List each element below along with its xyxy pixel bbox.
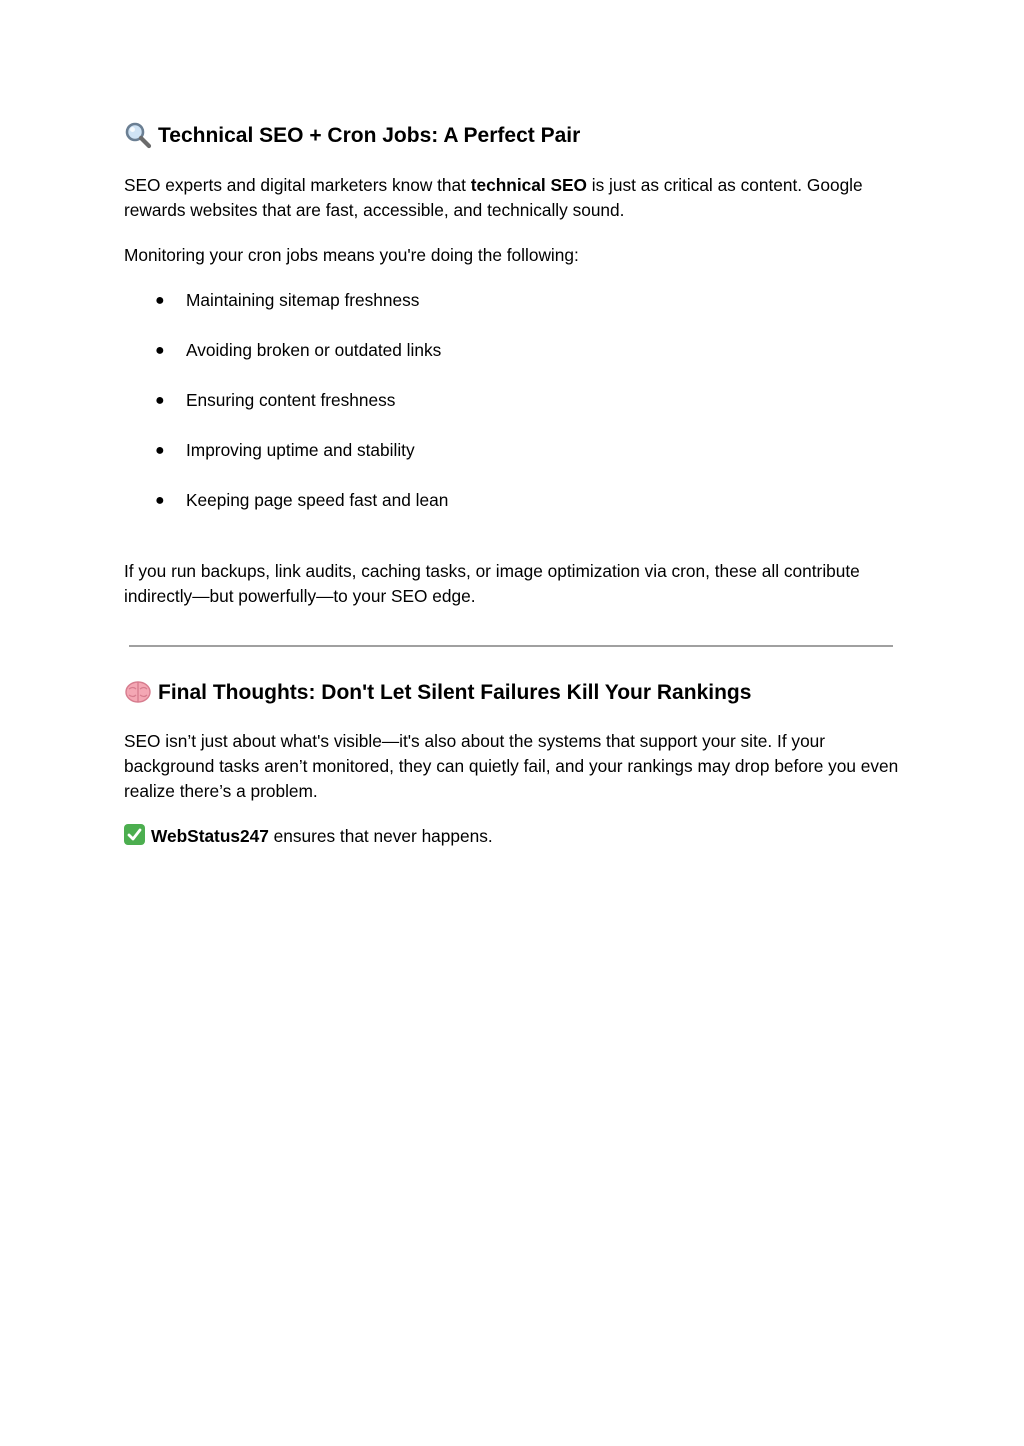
section-heading-technical-seo xyxy=(124,122,580,150)
intro-bold-term: technical SEO xyxy=(470,175,587,195)
lead-paragraph: Monitoring your cron jobs means you're doing the following: xyxy=(124,245,579,265)
bullet-icon: ● xyxy=(155,442,165,459)
bullet-icon: ● xyxy=(155,492,165,509)
section-heading-final-thoughts xyxy=(124,679,751,707)
list-item-text: Ensuring content freshness xyxy=(186,390,396,410)
bullet-icon: ● xyxy=(155,342,165,359)
list-item-text: Keeping page speed fast and lean xyxy=(186,490,449,510)
magnifier-icon xyxy=(124,121,152,149)
intro-text-start: SEO experts and digital marketers know that xyxy=(124,175,471,195)
intro-paragraph xyxy=(124,173,900,223)
brain-icon xyxy=(124,678,152,706)
brand-name: WebStatus247 xyxy=(151,826,269,846)
final-thoughts-paragraph: SEO isn’t just about what's visible—it's also about the systems that support your site. If your background tasks aren’t monitored, they can quietly fail, and your rankings may drop before you even realize there’s a problem. xyxy=(124,731,899,801)
bullet-icon: ● xyxy=(155,292,165,309)
bullet-icon: ● xyxy=(155,392,165,409)
section-heading-text: Technical SEO + Cron Jobs: A Perfect Pair xyxy=(158,124,581,147)
list-item-text: Improving uptime and stability xyxy=(186,440,415,460)
closing-paragraph: If you run backups, link audits, caching tasks, or image optimization via cron, these all contribute indirectly—but powerfully—to your SEO edge. xyxy=(124,561,860,606)
horizontal-divider xyxy=(129,645,893,647)
list-item-text: Maintaining sitemap freshness xyxy=(186,290,420,310)
check-mark-icon xyxy=(124,824,145,845)
intro-text-end: is just as critical as content. Google rewards websites that are fast, accessible, and technically sound. xyxy=(124,175,863,220)
final-statement xyxy=(124,824,900,849)
final-statement-text: ensures that never happens. xyxy=(268,826,493,846)
section-heading-text: Final Thoughts: Don't Let Silent Failures Kill Your Rankings xyxy=(158,681,752,704)
list-item-text: Avoiding broken or outdated links xyxy=(186,340,442,360)
